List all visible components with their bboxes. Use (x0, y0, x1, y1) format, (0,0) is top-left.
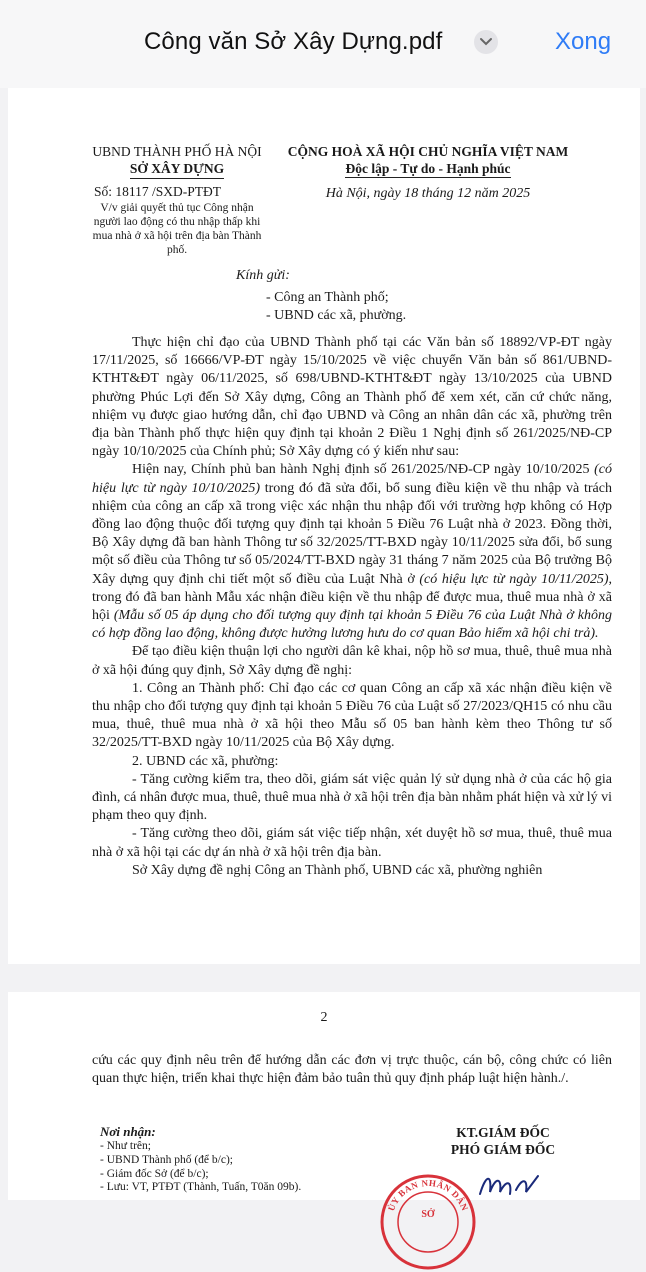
org-line-1: UBND THÀNH PHỐ HÀ NỘI (92, 144, 262, 159)
document-date: Hà Nội, ngày 18 tháng 12 năm 2025 (325, 186, 531, 201)
document-subject: V/v giải quyết thủ tục Công nhận người lao động có thu nhập thấp khi mua nhà ở xã hội trên địa bàn Thành phố. (92, 202, 262, 256)
list-item: - Giám đốc Sở (để b/c); (100, 1167, 209, 1180)
pdf-page-1 (8, 88, 640, 964)
signatory-title (428, 1124, 578, 1158)
paragraph-1: Thực hiện chỉ đạo của UBND Thành phố tại các Văn bản số 18892/VP-ĐT ngày 17/11/2025, số 16666/VP-ĐT ngày 15/10/2025 về việc chuyển Văn bản số 861/UBND-KTHT&ĐT ngày 06/11/2025, số 698/UBND-KTHT&ĐT ngày 13/10/2025 của UBND phường Phúc Lợi đến Sở Xây dựng, Công an Thành phố để xem xét, căn cứ chức năng, nhiệm vụ được giao hướng dẫn, chỉ đạo UBND và Công an nhân dân các xã, phường trên địa bàn Thành phố thực hiện quy định tại khoản 2 Điều 1 Nghị định số 261/2025/NĐ-CP ngày 10/10/2025 của Chính phủ; Sở Xây dựng có ý kiến như sau: (92, 335, 612, 460)
recipients-list (100, 1140, 301, 1195)
paragraph-8: Sở Xây dựng đề nghị Công an Thành phố, UBND các xã, phường nghiên (132, 862, 543, 878)
signatory-line-2: PHÓ GIÁM ĐỐC (450, 1142, 556, 1157)
national-header (278, 143, 578, 178)
salutation: Kính gửi: (236, 268, 290, 283)
recipient-1: - Công an Thành phố; (266, 290, 389, 305)
done-button[interactable]: Xong (555, 28, 612, 55)
file-title: Công văn Sở Xây Dựng.pdf (144, 28, 443, 55)
nation-title: CỘNG HOÀ XÃ HỘI CHỦ NGHĨA VIỆT NAM (287, 144, 569, 159)
list-item: - Như trên; (100, 1140, 151, 1152)
handwritten-signature (476, 1170, 546, 1200)
paragraph-6: - Tăng cường kiểm tra, theo dõi, giám sát việc quản lý sử dụng nhà ở của các hộ gia đình, cá nhân được mua, thuê, thuê mua nhà ở xã hội trên địa bàn nhằm phát hiện và xử lý vi phạm theo quy định. (92, 771, 612, 824)
paragraph-4: 1. Công an Thành phố: Chỉ đạo các cơ quan Công an cấp xã xác nhận điều kiện về thu nhập cho đối tượng quy định tại khoản 5 Điều 76 của Luật số 27/2023/QH15 có nhu cầu mua, thuê, thuê mua nhà ở xã hội theo Mẫu số 05 ban hành kèm theo Thông tư số 32/2025/TT-BXD ngày 10/11/2025 của Bộ Xây dựng. (92, 680, 612, 751)
closing-paragraph: cứu các quy định nêu trên để hướng dẫn các đơn vị trực thuộc, cán bộ, công chức có liên quan thực hiện, triển khai thực hiện đảm bảo tuân thủ quy định pháp luật hiện hành./. (92, 1053, 612, 1087)
title-menu-button[interactable] (474, 30, 498, 54)
top-bar (0, 0, 646, 88)
issuing-org (86, 143, 268, 179)
org-line-2: SỞ XÂY DỰNG (130, 160, 224, 179)
list-item: - UBND Thành phố (để b/c); (100, 1153, 233, 1166)
paragraph-5: 2. UBND các xã, phường: (132, 753, 279, 769)
motto: Độc lập - Tự do - Hạnh phúc (345, 161, 511, 176)
recipients-list-title: Nơi nhận: (100, 1124, 156, 1139)
svg-text:ỦY BAN NHÂN DÂN: ỦY BAN NHÂN DÂN (385, 1177, 471, 1213)
pdf-page-2 (8, 992, 640, 1220)
paragraph-3: Để tạo điều kiện thuận lợi cho người dân kê khai, nộp hồ sơ mua, thuê, thuê mua nhà ở xã hội đúng quy định, Sở Xây dựng đề nghị: (92, 644, 612, 678)
chevron-down-icon (480, 38, 492, 46)
paragraph-7: - Tăng cường theo dõi, giám sát việc tiếp nhận, xét duyệt hồ sơ mua, thuê, thuê mua nhà ở xã hội tại các dự án nhà ở xã hội trên địa bàn. (92, 826, 612, 860)
signatory-line-1: KT.GIÁM ĐỐC (456, 1125, 550, 1140)
list-item: - Lưu: VT, PTĐT (Thành, Tuấn, T0ăn 09b). (100, 1181, 302, 1194)
svg-text:SỞ: SỞ (421, 1209, 435, 1220)
recipient-2: - UBND các xã, phường. (266, 308, 407, 323)
paragraph-2: Hiện nay, Chính phủ ban hành Nghị định số 261/2025/NĐ-CP ngày 10/10/2025 (có hiệu lực từ ngày 10/10/2025) trong đó đã sửa đổi, bổ sung điều kiện về thu nhập và trách nhiệm của công an cấp xã trong việc xác nhận thu nhập đối với trường hợp không có Hợp đồng lao động thuộc đối tượng quy định tại khoản 5 Điều 76 Luật nhà ở 2023. Đồng thời, Bộ Xây dựng đã ban hành Thông tư số 32/2025/TT-BXD ngày 10/11/2025 sửa đổi, bổ sung một số điều của Thông tư số 05/2024/TT-BXD ngày 31 tháng 7 năm 2025 của Bộ trưởng Bộ Xây dựng quy định chi tiết một số điều của Luật Nhà ở (có hiệu lực từ ngày 10/11/2025), trong đó đã ban hành Mẫu xác nhận điều kiện về thu nhập để được mua, thuê mua nhà ở xã hội (Mẫu số 05 áp dụng cho đối tượng quy định tại khoản 5 Điều 76 của Luật Nhà ở không có hợp đồng lao động, không được hưởng lương hưu do cơ quan Bảo hiểm xã hội chi trả). (92, 462, 612, 642)
red-stamp (378, 1172, 478, 1272)
page-number: 2 (320, 1010, 328, 1025)
document-number: Số: 18117 /SXD-PTĐT (94, 184, 222, 199)
letter-body (92, 334, 612, 880)
